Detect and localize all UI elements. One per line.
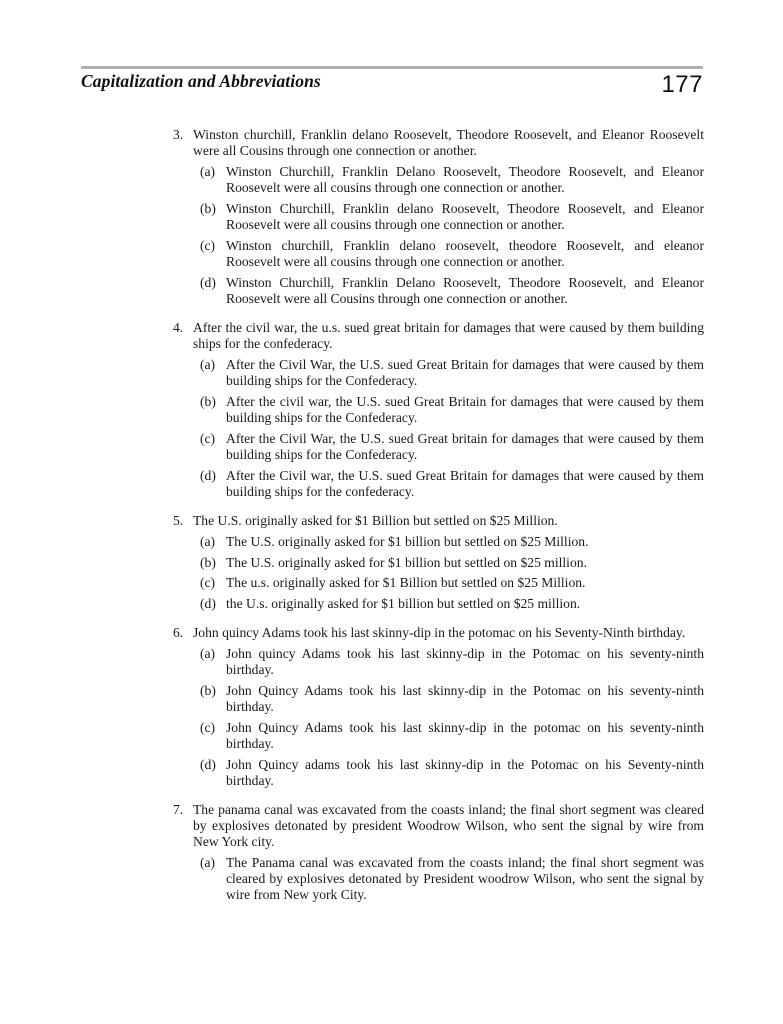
- answer-option-d: [193, 468, 704, 500]
- answer-option-c: [193, 575, 704, 591]
- answer-option-a: [193, 164, 704, 196]
- option-text: The u.s. originally asked for $1 Billion but settled on $25 Million.: [226, 575, 586, 590]
- question-stem: John quincy Adams took his last skinny-dip in the potomac on his Seventy-Ninth birthday.: [193, 624, 686, 640]
- option-label: (d): [200, 595, 216, 611]
- answer-option-a: [193, 855, 704, 903]
- question-7: [173, 802, 704, 903]
- chapter-title: Capitalization and Abbreviations: [81, 71, 321, 91]
- answer-options: [193, 855, 704, 903]
- option-text: After the Civil War, the U.S. sued Great Britain for damages that were caused by them building ships for the Confederacy.: [226, 357, 704, 388]
- option-label: (a): [200, 534, 216, 549]
- option-text: Winston Churchill, Franklin Delano Roosevelt, Theodore Roosevelt, and Eleanor Roosevelt were all cousins through one connection or another.: [226, 164, 704, 195]
- option-text: John Quincy Adams took his last skinny-dip in the Potomac on his seventy-ninth birthday.: [226, 682, 704, 714]
- answer-options: [193, 357, 704, 500]
- option-text: Winston churchill, Franklin delano roosevelt, theodore Roosevelt, and eleanor Roosevelt were all cousins through one connection or another.: [226, 238, 704, 269]
- answer-option-b: [193, 683, 704, 715]
- option-text: John Quincy Adams took his last skinny-dip in the potomac on his seventy-ninth birthday.: [226, 719, 704, 751]
- option-label: (a): [200, 854, 216, 870]
- answer-option-b: [193, 394, 704, 426]
- option-label: (a): [200, 357, 216, 372]
- option-text: After the Civil war, the U.S. sued Great Britain for damages that were caused by them building ships for the confederacy.: [226, 468, 704, 499]
- question-number: 3.: [173, 127, 184, 142]
- question-number: 5.: [173, 513, 184, 528]
- answer-option-b: [193, 201, 704, 233]
- question-stem: The panama canal was excavated from the coasts inland; the final short segment was cleared by explosives detonated by president Woodrow Wilson, who sent the signal by wire from New York city.: [193, 801, 704, 849]
- option-label: (c): [200, 719, 216, 735]
- question-stem: The U.S. originally asked for $1 Billion but settled on $25 Million.: [193, 513, 558, 528]
- option-text: Winston Churchill, Franklin delano Roosevelt, Theodore Roosevelt, and Eleanor Roosevelt were all cousins through one connection or another.: [226, 201, 704, 232]
- option-label: (c): [200, 431, 216, 446]
- option-text: After the Civil War, the U.S. sued Great britain for damages that were caused by them building ships for the Confederacy.: [226, 431, 704, 462]
- option-text: After the civil war, the U.S. sued Great Britain for damages that were caused by them building ships for the Confederacy.: [226, 394, 704, 425]
- answer-options: [193, 534, 704, 612]
- question-list: [173, 127, 704, 916]
- question-4: [173, 320, 704, 500]
- option-text: John Quincy adams took his last skinny-dip in the Potomac on his Seventy-ninth birthday.: [226, 756, 704, 788]
- option-label: (d): [200, 756, 216, 772]
- question-number: 7.: [173, 801, 184, 817]
- answer-options: [193, 164, 704, 307]
- option-label: (c): [200, 238, 216, 253]
- option-label: (b): [200, 394, 216, 409]
- answer-option-d: [193, 757, 704, 789]
- answer-option-d: [193, 275, 704, 307]
- option-text: The U.S. originally asked for $1 billion but settled on $25 Million.: [226, 534, 589, 549]
- option-label: (c): [200, 575, 216, 590]
- answer-option-b: [193, 555, 704, 571]
- option-text: The U.S. originally asked for $1 billion but settled on $25 million.: [226, 554, 587, 570]
- option-label: (d): [200, 468, 216, 483]
- page-number: 177: [661, 71, 703, 98]
- option-label: (d): [200, 275, 216, 290]
- answer-option-a: [193, 534, 704, 550]
- answer-options: [193, 646, 704, 789]
- question-stem: After the civil war, the u.s. sued great britain for damages that were caused by them building ships for the confederacy.: [193, 320, 704, 351]
- answer-option-a: [193, 357, 704, 389]
- option-label: (a): [200, 645, 216, 661]
- question-number: 6.: [173, 624, 184, 640]
- question-3: [173, 127, 704, 307]
- answer-option-c: [193, 720, 704, 752]
- option-label: (b): [200, 201, 216, 216]
- answer-option-c: [193, 238, 704, 270]
- option-label: (b): [200, 682, 216, 698]
- option-text: Winston Churchill, Franklin Delano Roosevelt, Theodore Roosevelt, and Eleanor Roosevelt were all Cousins through one connection or another.: [226, 275, 704, 306]
- question-stem: Winston churchill, Franklin delano Roosevelt, Theodore Roosevelt, and Eleanor Roosevelt were all Cousins through one connection or another.: [193, 127, 704, 158]
- option-text: the U.s. originally asked for $1 billion but settled on $25 million.: [226, 595, 581, 611]
- answer-option-a: [193, 646, 704, 678]
- header-rule: [81, 66, 703, 69]
- option-label: (b): [200, 554, 216, 570]
- answer-option-d: [193, 596, 704, 612]
- option-text: John quincy Adams took his last skinny-dip in the Potomac on his seventy-ninth birthday.: [226, 645, 704, 677]
- option-text: The Panama canal was excavated from the coasts inland; the final short segment was cleared by explosives detonated by President woodrow Wilson, who sent the signal by wire from New york City.: [226, 854, 704, 902]
- question-number: 4.: [173, 320, 184, 335]
- answer-option-c: [193, 431, 704, 463]
- option-label: (a): [200, 164, 216, 179]
- question-5: [173, 513, 704, 612]
- question-6: [173, 625, 704, 789]
